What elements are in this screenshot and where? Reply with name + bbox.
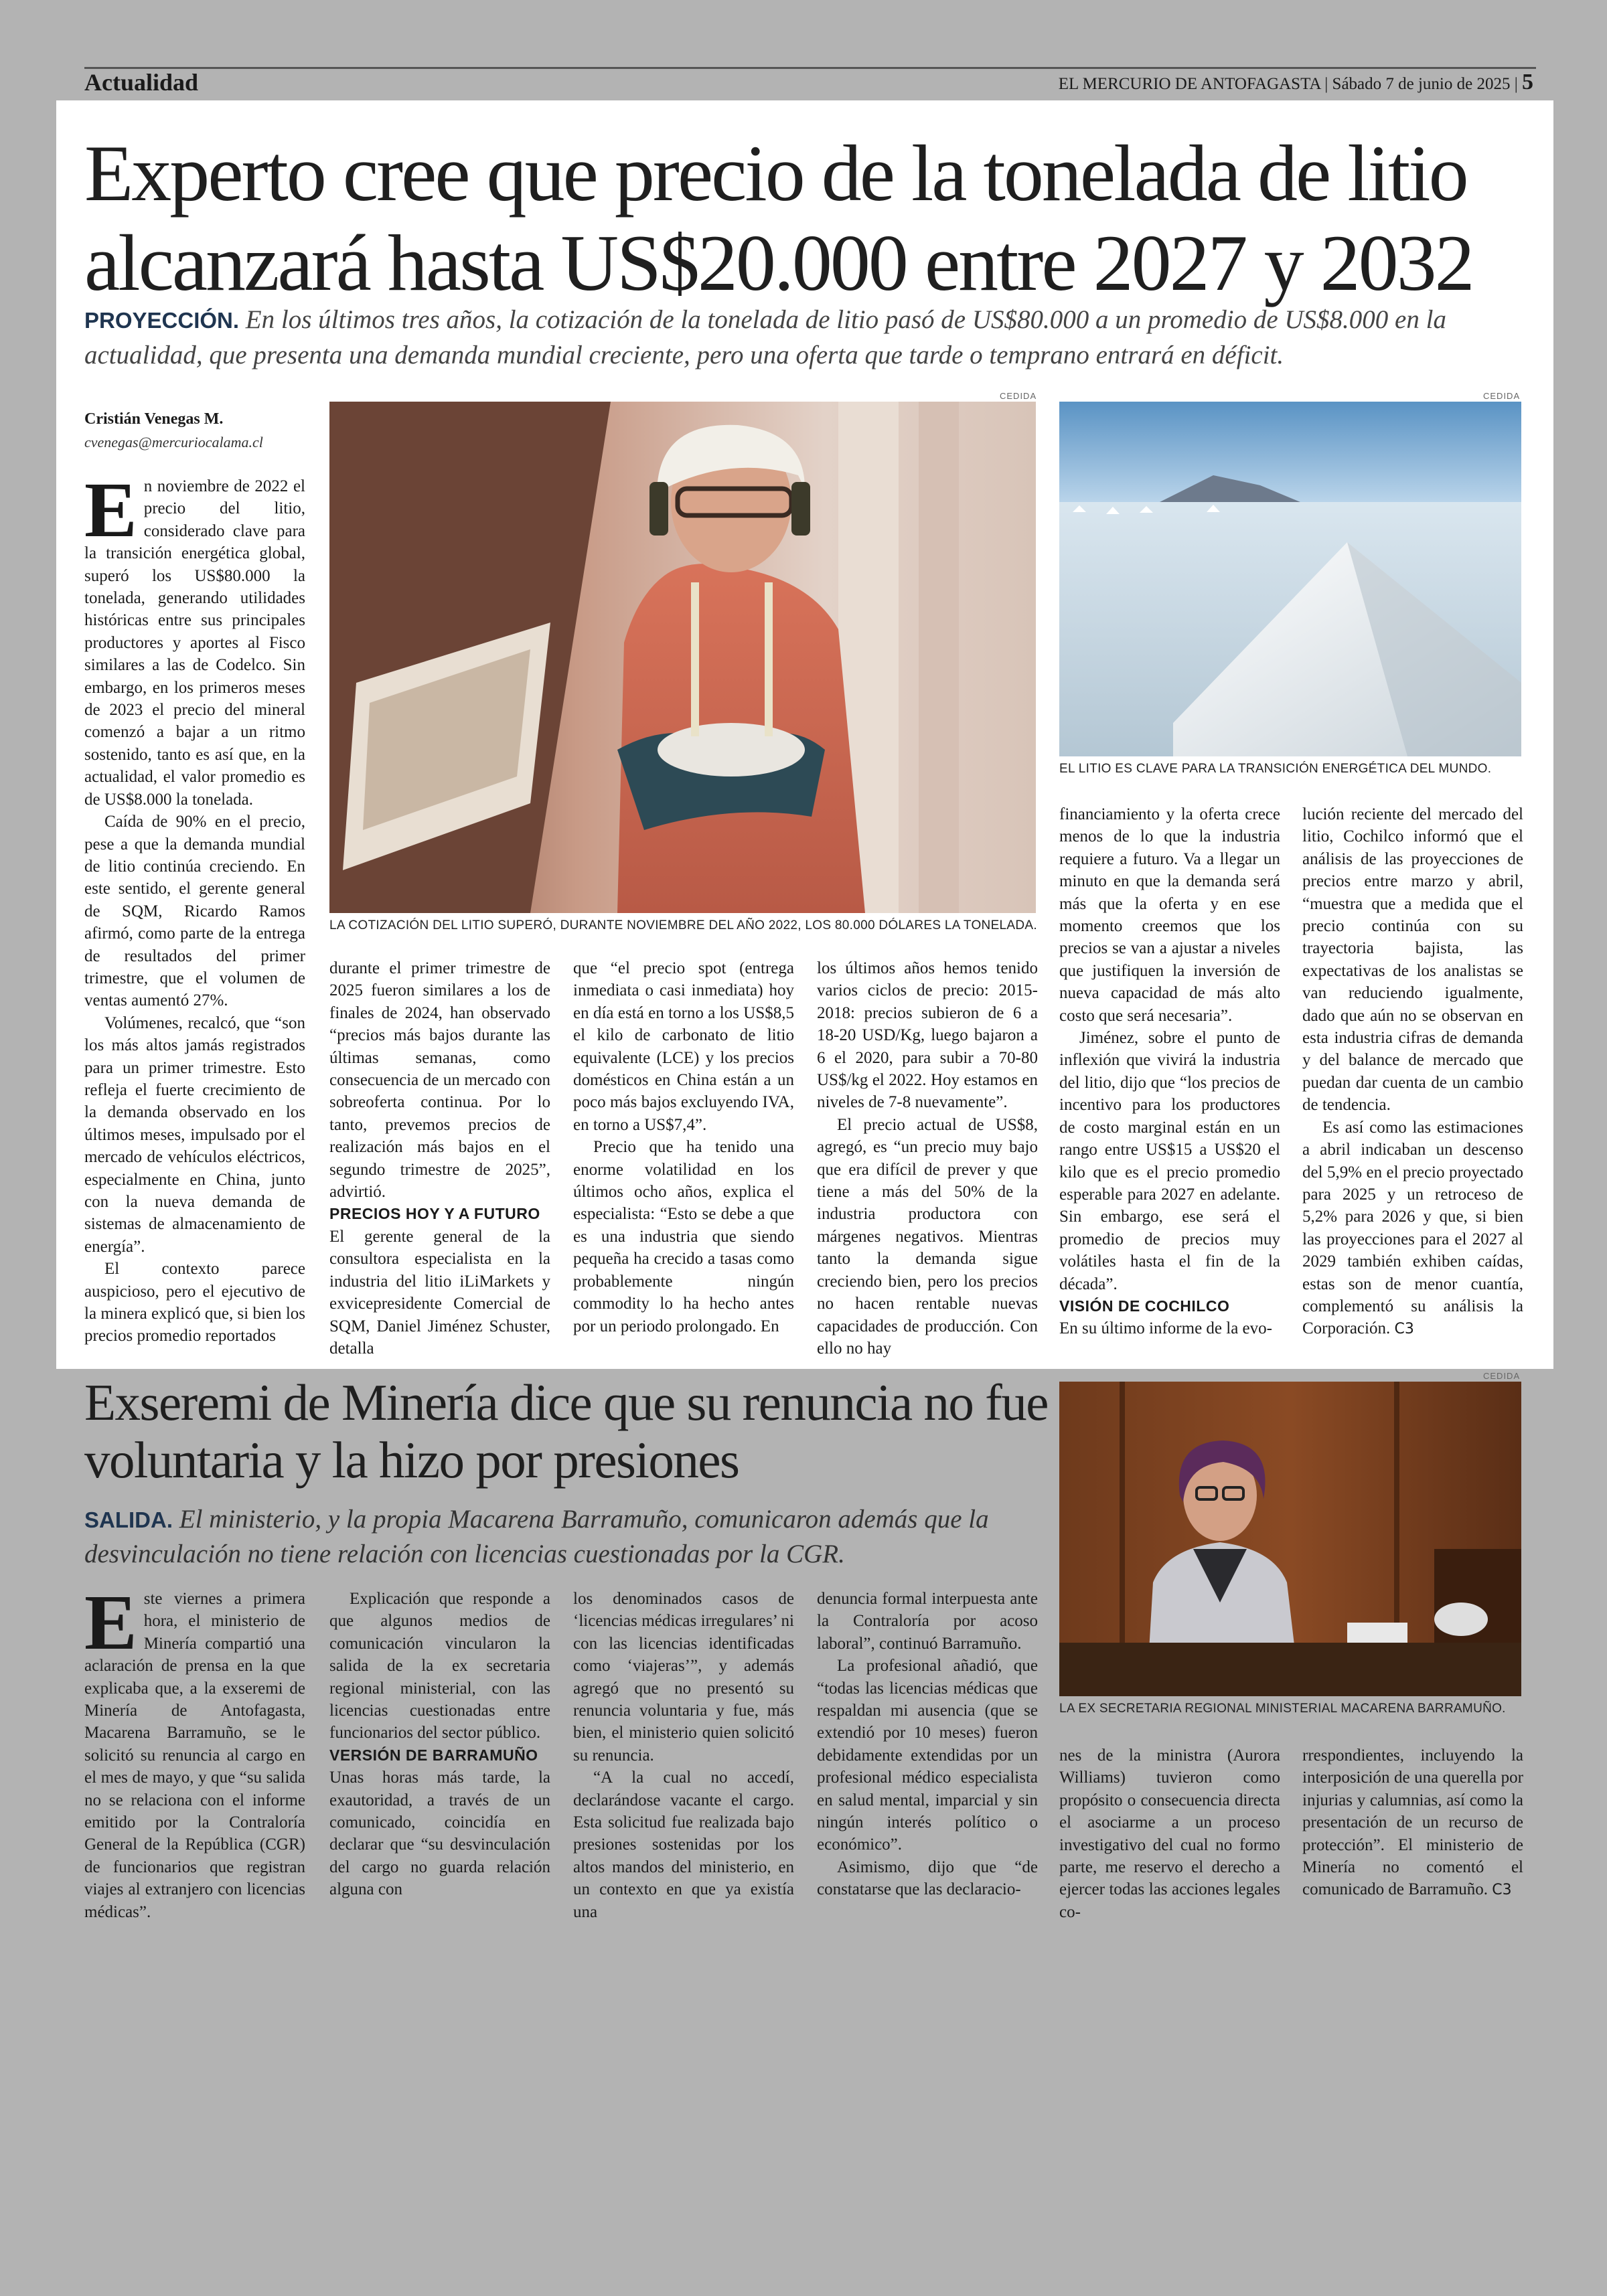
photo-salt-flat-image xyxy=(1059,402,1521,756)
photo-official xyxy=(1059,1382,1521,1696)
article1-col6-p2-text: Es así como las estimaciones a abril indicaban un descenso del 5,9% en el precio proyectado para 2025 y un retroceso de 5,2% para 2026 y que, si bien las proyecciones para el 2027 al 2029 también exhiben caídas, estas son de menor cuantía, complementó su análisis la Corporación. xyxy=(1302,1118,1523,1338)
photo2-credit: CEDIDA xyxy=(1483,391,1521,401)
photo3-credit: CEDIDA xyxy=(1483,1371,1521,1381)
photo-salt-flat xyxy=(1059,402,1521,756)
article2-col6-p1 xyxy=(1302,1744,1523,1902)
section-label: Actualidad xyxy=(84,69,199,96)
publication-name: EL MERCURIO DE ANTOFAGASTA xyxy=(1058,75,1321,93)
article2-col4-p3: Asimismo, dijo que “de constatarse que las declaracio- xyxy=(817,1858,1038,1899)
article2-column-4 xyxy=(817,1588,1038,1901)
article2-col2-p2: Unas horas más tarde, la exautoridad, a través de un comunicado, coincidía en declarar que “su desvinculación del cargo no guarda relación alguna con xyxy=(329,1769,550,1899)
article1-column-3 xyxy=(573,957,794,1337)
article2-deck-text: El ministerio, y la propia Macarena Barramuño, comunicaron además que la desvinculación no tiene relación con licencias cuestionadas por la CGR. xyxy=(84,1505,989,1568)
article2-col5-p1: nes de la ministra (Aurora Williams) tuvieron como propósito o consecuencia directa el asociarme a un proceso investigativo del cual no formo parte, me reservo el derecho a ejercer todas las acciones legales co- xyxy=(1059,1746,1280,1921)
article1-column-5 xyxy=(1059,803,1280,1340)
page-number: 5 xyxy=(1522,70,1533,94)
photo1-credit: CEDIDA xyxy=(1000,391,1037,401)
photo2-caption: EL LITIO ES CLAVE PARA LA TRANSICIÓN ENERGÉTICA DEL MUNDO. xyxy=(1059,762,1492,776)
publication-date: Sábado 7 de junio de 2025 xyxy=(1332,75,1511,93)
article1-col5-p1: financiamiento y la oferta crece menos de lo que la industria requiere a futuro. Va a llegar un minuto en que la demanda será más que la oferta y en ese momento creemos que los precios se van a ajustar a niveles que justifiquen la inversión de nueva capacidad de más alto costo que será necesaria”. xyxy=(1059,805,1280,1025)
header-rule xyxy=(84,67,1536,69)
article1-kicker: PROYECCIÓN. xyxy=(84,308,240,333)
end-mark-icon: C3 xyxy=(1492,1882,1512,1899)
article2-column-6 xyxy=(1302,1744,1523,1902)
article1-col3-p2: Precio que ha tenido una enorme volatilidad en los últimos ocho años, explica el especialista: “Esto se debe a que es una industria que siendo pequeña ha crecido a tasas como probablemente ningún commodity lo ha hecho antes por un periodo prolongado. En xyxy=(573,1138,794,1335)
byline xyxy=(84,410,263,451)
article2-deck xyxy=(84,1502,1035,1571)
article1-col1-p1-text: n noviembre de 2022 el precio del litio, considerado clave para la transición energética global, superó los US$80.000 la tonelada, generando utilidades históricas entre sus principales productores y aportes al Fisco similares a las de Codelco. Sin embargo, en los primeros meses de 2023 el precio del mineral comenzó a bajar a un ritmo sostenido, tanto es así que, en la actualidad, el valor promedio es de US$8.000 la tonelada. xyxy=(84,477,305,809)
article1-deck-text: En los últimos tres años, la cotización de la tonelada de litio pasó de US$80.000 a un promedio de US$8.000 en la actualidad, que presenta una demanda mundial creciente, pero una oferta que tarde o temprano entrará en déficit. xyxy=(84,305,1446,370)
article1-col4-p2: El precio actual de US$8, agregó, es “un precio muy bajo que era difícil de prever y que tiene a más del 50% de la industria productora con márgenes negativos. Mientras tanto la demanda sigue creciendo bien, pero los precios no hacen rentable nuevas capacidades de producción. Con ello no hay xyxy=(817,1115,1038,1358)
article1-headline: Experto cree que precio de la tonelada de litio alcanzará hasta US$20.000 entre 2027 y 2032 xyxy=(84,129,1473,307)
article2-col4-p1: denuncia formal interpuesta ante la Contraloría por acoso laboral”, continuó Barramuño. xyxy=(817,1590,1038,1653)
article2-col4-p2: La profesional añadió, que “todas las licencias médicas que respaldan mi ausencia (que se extendió por 10 meses) fueron debidamente extendidas por un profesional médico especialista en salud mental, imparcial y sin ningún interés político o económico”. xyxy=(817,1657,1038,1854)
article1-column-4 xyxy=(817,957,1038,1360)
article1-col3-p1: que “el precio spot (entrega inmediata o casi inmediata) hoy en día está en torno a los US$8,5 el kilo de carbonato de litio equivalente (LCE) y los precios domésticos en China están a un poco más bajos excluyendo IVA, en torno a US$7,4”. xyxy=(573,959,794,1134)
author-email[interactable]: cvenegas@mercuriocalama.cl xyxy=(84,434,263,450)
article1-col1-p4: El contexto parece auspicioso, pero el ejecutivo de la minera explicó que, si bien los precios promedio reportados xyxy=(84,1260,305,1345)
article1-subheading-2: VISIÓN DE COCHILCO xyxy=(1059,1297,1230,1315)
article2-kicker: SALIDA. xyxy=(84,1507,173,1532)
article1-column-2 xyxy=(329,957,550,1360)
article2-subheading: VERSIÓN DE BARRAMUÑO xyxy=(329,1746,538,1764)
photo3-caption: LA EX SECRETARIA REGIONAL MINISTERIAL MACARENA BARRAMUÑO. xyxy=(1059,1702,1506,1716)
masthead-separator: | xyxy=(1514,75,1522,93)
end-mark-icon: C3 xyxy=(1394,1321,1414,1338)
article1-col2-p1: durante el primer trimestre de 2025 fueron similares a los de finales de 2024, han observado “precios más bajos durante las últimas semanas, como consecuencia de un mercado con sobreoferta continua. Por lo tanto, prevemos precios de realización más bajos en el segundo trimestre de 2025”, advirtió. xyxy=(329,959,550,1202)
article1-col6-p1: lución reciente del mercado del litio, Cochilco informó que el análisis de las proyecciones de precios entre marzo y abril, “muestra que a medida que el precio continúa con su trayectoria bajista, las expectativas de los analistas se van reduciendo igualmente, dado que aún no se observan en esta industria cifras de demanda y del balance de mercado que puedan dar cuenta de un cambio de tendencia. xyxy=(1302,805,1523,1115)
article2-col3-p2: “A la cual no accedí, declarándose vacante el cargo. Esta solicitud fue realizada bajo presiones sostenidas por los altos mandos del ministerio, en un contexto en que ya existía una xyxy=(573,1769,794,1921)
article2-column-5 xyxy=(1059,1744,1280,1923)
article1-col2-p2: El gerente general de la consultora especialista en la industria del litio iLiMarkets y exvicepresidente Comercial de SQM, Daniel Jiménez Schuster, detalla xyxy=(329,1227,550,1358)
article2-column-3 xyxy=(573,1588,794,1923)
article1-col5-p3: En su último informe de la evo- xyxy=(1059,1319,1272,1338)
article2-col6-p1-text: rrespondientes, incluyendo la interposición de una querella por injurias y calumnias, así como la presentación de un recurso de protección”. El ministerio de Minería no comentó el comunicado de Barramuño. xyxy=(1302,1746,1523,1899)
article2-headline: Exseremi de Minería dice que su renuncia no fue voluntaria y la hizo por presiones xyxy=(84,1374,1048,1489)
photo-official-image xyxy=(1059,1382,1521,1696)
masthead-separator: | xyxy=(1324,75,1332,93)
article1-col6-p2 xyxy=(1302,1117,1523,1341)
article1-column-6 xyxy=(1302,803,1523,1341)
article1-col1-p1 xyxy=(84,466,305,811)
photo1-caption: LA COTIZACIÓN DEL LITIO SUPERÓ, DURANTE NOVIEMBRE DEL AÑO 2022, LOS 80.000 DÓLARES LA TONELADA. xyxy=(329,918,1037,932)
dropcap: E xyxy=(84,1578,137,1666)
article1-subheading-1: PRECIOS HOY Y A FUTURO xyxy=(329,1205,540,1223)
article1-column-1 xyxy=(84,466,305,1347)
article2-col3-p1: los denominados casos de ‘licencias médicas irregulares’ ni con las licencias identificadas como ‘viajeras’”, y además agregó que no presentó su renuncia voluntaria y fue, más bien, el ministerio quien solicitó su renuncia. xyxy=(573,1590,794,1765)
article1-col4-p1: los últimos años hemos tenido varios ciclos de precio: 2015-2018: precios subieron de 6 a 18-20 USD/Kg, luego bajaron a 6 el 2020, para subir a 70-80 US$/kg el 2022. Hoy estamos en niveles de 7-8 nuevamente”. xyxy=(817,959,1038,1112)
article1-deck xyxy=(84,303,1524,373)
article1-col1-p2: Caída de 90% en el precio, pese a que la demanda mundial de litio continúa creciendo. En este sentido, el gerente general de SQM, Ricardo Ramos afirmó, como parte de la entrega de resultados del primer trimestre, que el volumen de ventas aumentó 27%. xyxy=(84,813,305,1010)
author-name: Cristián Venegas M. xyxy=(84,410,224,428)
article2-col1-p1-text: ste viernes a primera hora, el ministerio de Minería compartió una aclaración de prensa en la que explicaba que, a la exseremi de Minería de Antofagasta, Macarena Barramuño, se le solicitó su renuncia al cargo en el mes de mayo, y que “su salida no se relaciona con el informe emitido por la Contraloría General de la República (CGR) de funcionarios que registran viajes al extranjero con licencias médicas”. xyxy=(84,1590,305,1921)
photo-miner-image xyxy=(329,402,1036,913)
article2-column-1 xyxy=(84,1578,305,1923)
photo-miner xyxy=(329,402,1036,913)
article2-column-2 xyxy=(329,1588,550,1901)
article1-col1-p3: Volúmenes, recalcó, que “son los más altos jamás registrados para un primer trimestre. Esto refleja el fuerte crecimiento de la demanda observado en los últimos meses, impulsado por el mercado de vehículos eléctricos, especialmente en China, junto con la nueva demanda de sistemas de almacenamiento de energía”. xyxy=(84,1013,305,1256)
article2-col1-p1 xyxy=(84,1578,305,1923)
masthead xyxy=(1059,70,1533,95)
article1-col5-p2: Jiménez, sobre el punto de inflexión que vivirá la industria del litio, dijo que “los precios de incentivo para los productores de costo marginal están en un rango entre US$15 a US$20 el kilo que es el precio promedio esperable para 2027 en adelante. Sin embargo, ese será el promedio de precios muy volátiles hasta el fin de la década”. xyxy=(1059,1029,1280,1293)
article2-col2-p1: Explicación que responde a que algunos medios de comunicación vincularon la salida de la ex secretaria regional ministerial, con las licencias cuestionadas entre funcionarios del sector público. xyxy=(329,1590,550,1742)
dropcap: E xyxy=(84,466,137,554)
